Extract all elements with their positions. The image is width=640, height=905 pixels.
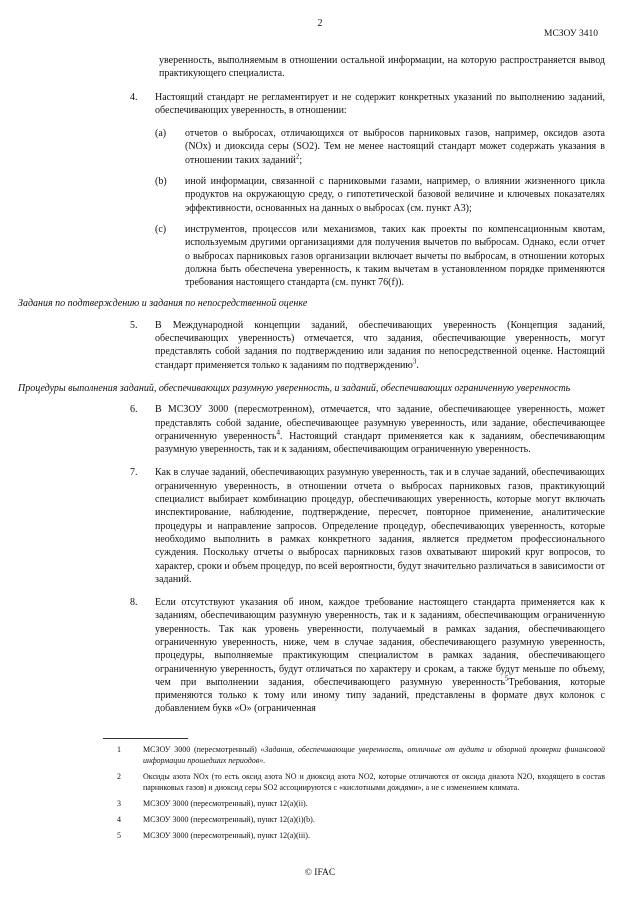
footnote-ref: 4 <box>276 428 280 437</box>
footnote <box>103 814 605 825</box>
paragraph-number: 8. <box>130 597 138 609</box>
footnote-divider <box>103 738 188 739</box>
subitem-label: (c) <box>155 223 167 235</box>
footnote-number: 4 <box>117 815 121 824</box>
paragraph-7 <box>103 466 605 586</box>
footnote-text: МСЗОУ 3000 (пересмотренный), пункт 12(a)(i)(b). <box>143 815 315 824</box>
footnote-ref: 3 <box>412 357 417 366</box>
section-heading: Задания по подтверждению и задания по непосредственной оценке <box>18 298 308 310</box>
subitem-label: (a) <box>155 128 167 140</box>
footnotes <box>103 744 605 846</box>
subitem-a <box>103 127 605 167</box>
subitem-text: инструментов, процессов или механизмов, таких как проекты по компенсационным квотам, используемым другими организациями для получения вычетов по выбросам. Однако, если отчет о выбросах парниковых газов организации включает вычеты по выбросам, в отношении которых должна быть обеспечена уверенность, к таким вычетам в установленном порядке применяются требования настоящего стандарта (см. пункт 76(f)). <box>185 223 605 289</box>
footnote-text: МСЗОУ 3000 (пересмотренный), пункт 12(a)(iii). <box>143 831 310 840</box>
paragraph-4 <box>103 91 605 118</box>
footnote-number: 5 <box>117 831 121 840</box>
document-code: МСЗОУ 3410 <box>544 29 598 39</box>
paragraph-6 <box>103 403 605 456</box>
paragraph-number: 7. <box>130 467 138 479</box>
subitem-text: иной информации, связанной с парниковыми газами, например, о влиянии жизненного цикла продуктов на окружающую среду, о гипотетической базовой величине и ключевых показателях эффективности, основанных на данных о выбросах (см. пункт A3); <box>185 176 605 214</box>
footnote-number: 2 <box>117 772 121 781</box>
document-body <box>18 54 606 726</box>
footnote-number: 1 <box>117 745 121 754</box>
paragraph-text: Как в случае заданий, обеспечивающих разумную уверенность, так и в случае заданий, обеспечивающих ограниченную уверенность, в отношении отчета о выбросах парниковых газов, практикующий специалист выбирает комбинацию процедур, обеспечивающих уверенность, которые могут включать инспектирование, наблюдение, подтверждение, пересчет, повторное применение, аналитические процедуры и направление запросов. Определение процедур, обеспечивающих уверенность, которые необходимо выполнить в рамках конкретного задания, является предметом профессионального суждения. Поскольку отчеты о выбросах парниковых газов охватывают широкий круг вопросов, то характер, сроки и объем процедур, по всей вероятности, будут значительно различаться в зависимости от заданий. <box>155 467 605 585</box>
footnote <box>103 830 605 841</box>
copyright-footer: © IFAC <box>304 868 336 878</box>
paragraph-8 <box>103 596 605 716</box>
intro-continuation: уверенность, выполняемым в отношении остальной информации, на которую распространяется вывод практикующего специалиста. <box>159 55 605 80</box>
subitem-text: отчетов о выбросах, отличающихся от выбросов парниковых газов, например, оксидов азота (NOx) и диоксида серы (SO2). Тем не менее настоящий стандарт может содержать указания в отношении таких заданий$^2$; <box>185 128 605 166</box>
paragraph-5 <box>103 319 605 372</box>
footnote-text: МСЗОУ 3000 (пересмотренный) «Задания, обеспечивающие уверенность, отличные от аудита и обзорной проверки финансовой информации прошедших периодов». <box>143 745 606 765</box>
subitem-b <box>103 175 605 215</box>
paragraph-text: Настоящий стандарт не регламентирует и не содержит конкретных указаний по выполнению заданий, обеспечивающих уверенность, в отношении: <box>155 91 605 116</box>
footnote <box>103 744 605 766</box>
paragraph-number: 4. <box>130 91 138 103</box>
page-number: 2 <box>317 18 323 29</box>
paragraph-text: Если отсутствуют указания об ином, каждое требование настоящего стандарта применяется как к заданиям, обеспечивающим разумную уверенность, так и к заданиям, обеспечивающим ограниченную уверенность. Так как уровень уверенности, получаемый в рамках задания, обеспечивающего ограниченную уверенность, ниже, чем в случае задания, обеспечивающего разумную уверенность, процедуры, выполняемые практикующим специалистом в рамках задания, обеспечивающего ограниченную уверенность, будут отличаться по характеру и срокам, а также будут меньше по объему, чем при выполнении задания, обеспечивающего разумную уверенность$^5$Требования, которые применяются только к тому или иному типу заданий, представлены в формате двух колонок с добавлением букв «О» (ограниченная <box>155 597 606 715</box>
section-heading: Процедуры выполнения заданий, обеспечивающих разумную уверенность, и заданий, обеспечивающих ограниченную уверенность <box>18 382 571 394</box>
paragraph-number: 6. <box>130 404 138 416</box>
footnote-number: 3 <box>117 799 121 808</box>
footnote-text: Оксиды азота NOx (то есть оксид азота NO и диоксид азота NO2, которые отличаются от оксида диазота N2O, входящего в состав парниковых газов) и диоксид серы SO2 ассоциируются с «кислотными дождями», а не с изменением климата. <box>143 772 605 792</box>
footnote-ref: 5 <box>505 674 509 683</box>
paragraph-text: В МСЗОУ 3000 (пересмотренном), отмечается, что задание, обеспечивающее уверенность, может представлять собой задание, обеспечивающее разумную уверенность, или задание, обеспечивающее ограниченную уверенность$^4$. Настоящий стандарт применяется как к заданиям, обеспечивающим разумную уверенность, так и к заданиям, обеспечивающим ограниченную уверенность. <box>155 404 605 456</box>
footnote-text: МСЗОУ 3000 (пересмотренный), пункт 12(a)(ii). <box>143 799 308 808</box>
footnote <box>103 798 605 809</box>
paragraph-text: В Международной концепции заданий, обеспечивающих уверенность (Концепция заданий, обеспечивающих уверенность) отмечается, что задания, обеспечивающие уверенность, могут представлять собой задания по подтверждению или задания по непосредственной оценке. Настоящий стандарт применяется только к заданиям по подтверждению$^3$. <box>155 319 605 371</box>
footnote-ref: 2 <box>295 152 300 161</box>
footnote <box>103 771 605 793</box>
subitem-c <box>103 223 605 289</box>
paragraph-number: 5. <box>130 319 138 331</box>
subitem-label: (b) <box>155 176 167 188</box>
